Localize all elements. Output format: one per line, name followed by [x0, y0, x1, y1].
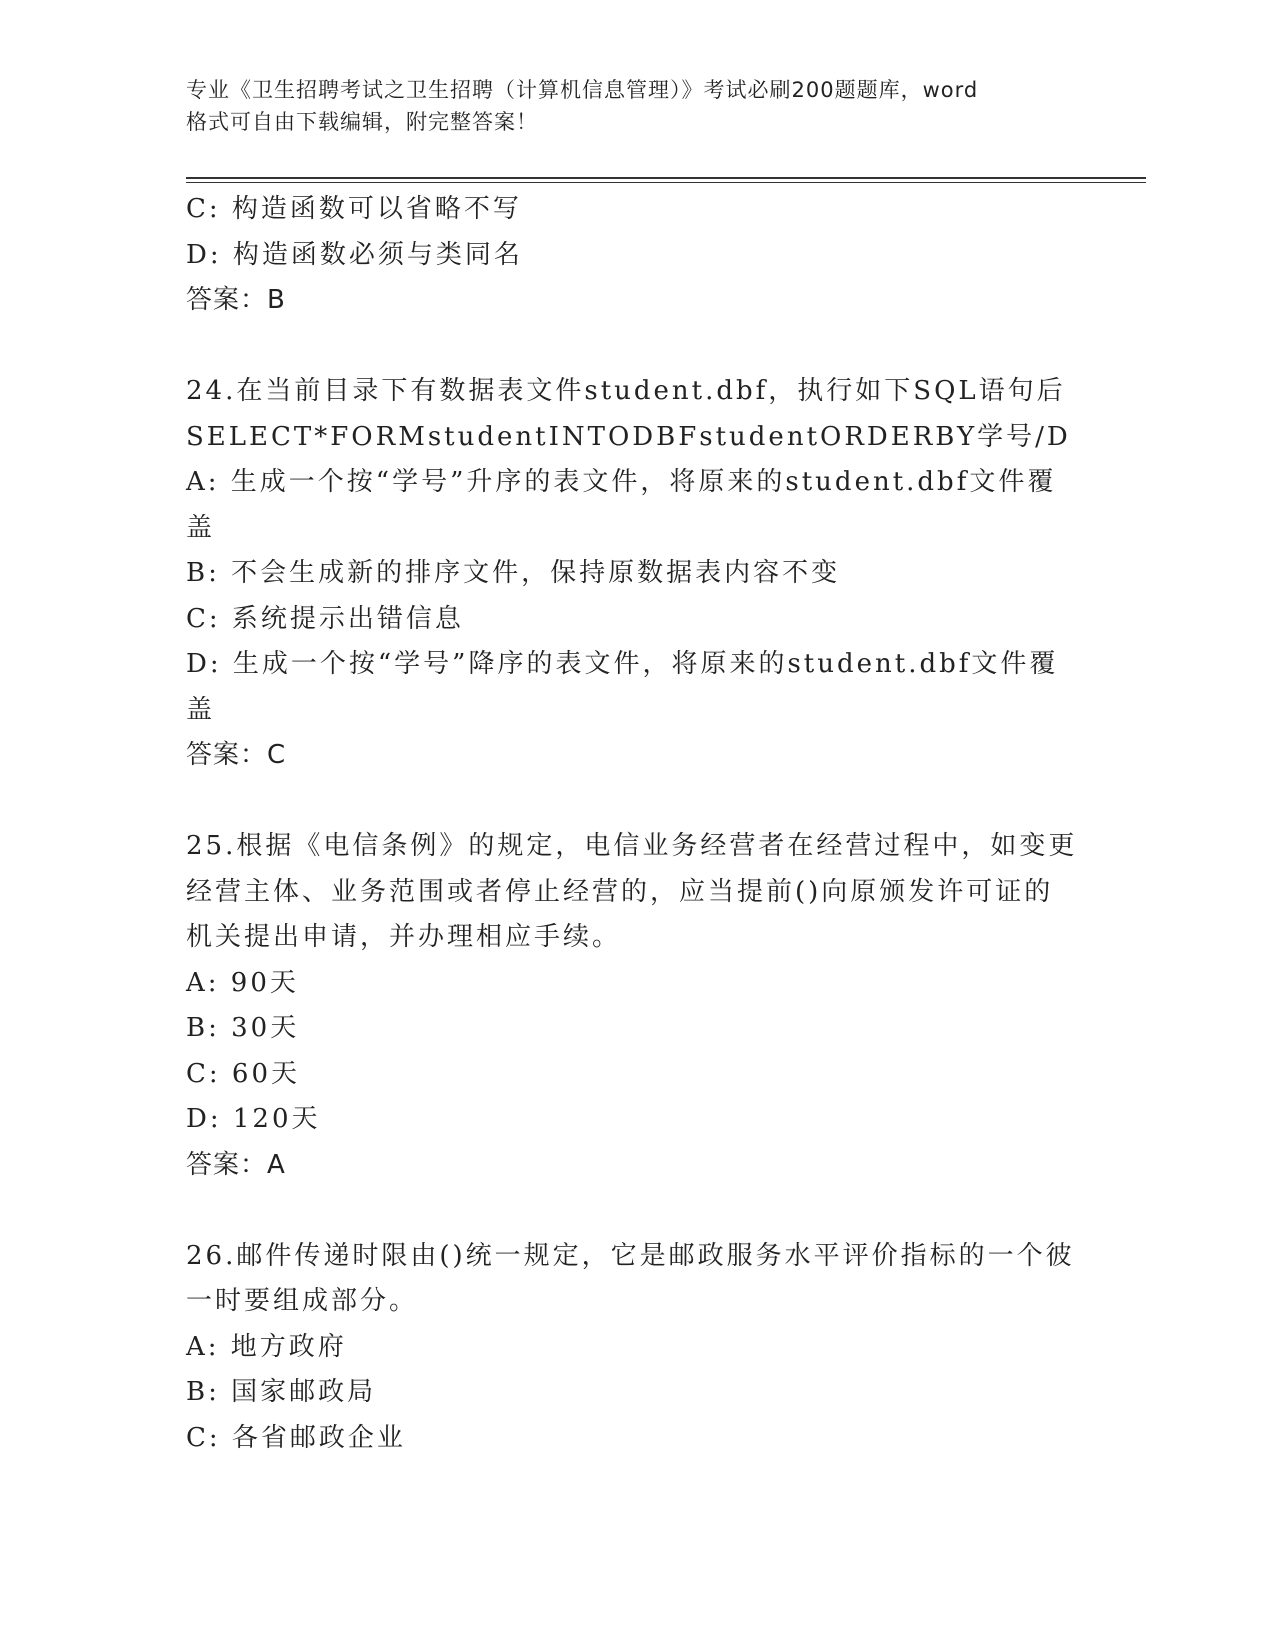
- spacer: [186, 324, 1076, 370]
- q25-option-d: D: 120天: [186, 1104, 321, 1134]
- header-divider-thick: [186, 177, 1146, 179]
- q24-option-a-line-1: A: 生成一个按“学号”升序的表文件，将原来的student.dbf文件覆: [186, 467, 1057, 497]
- q26-option-b: B: 国家邮政局: [186, 1377, 377, 1407]
- q25-stem-line-1: 25.根据《电信条例》的规定，电信业务经营者在经营过程中，如变更: [186, 831, 1078, 861]
- q24-stem-line-1: 24.在当前目录下有数据表文件student.dbf，执行如下SQL语句后: [186, 376, 1066, 406]
- q25-option-c: C: 60天: [186, 1058, 301, 1089]
- prev-option-c: C: 构造函数可以省略不写: [186, 194, 522, 224]
- q25-option-a: A: 90天: [186, 967, 299, 998]
- header-line-1: 专业《卫生招聘考试之卫生招聘（计算机信息管理）》考试必刷200题题库，word: [186, 78, 979, 102]
- spacer: [186, 779, 1076, 825]
- q26-option-a: A: 地方政府: [186, 1331, 347, 1362]
- q24-option-d-line-1: D: 生成一个按“学号”降序的表文件，将原来的student.dbf文件覆: [186, 649, 1059, 679]
- spacer: [186, 1188, 1076, 1234]
- q24-option-a-line-2: 盖: [186, 512, 216, 543]
- question-content: [186, 187, 1076, 1461]
- q24-answer: 答案：C: [186, 740, 287, 770]
- document-header: [186, 74, 1086, 138]
- q25-stem-line-2: 经营主体、业务范围或者停止经营的，应当提前()向原颁发许可证的: [186, 876, 1054, 907]
- header-divider-thin: [186, 182, 1146, 183]
- header-line-2: 格式可自由下载编辑，附完整答案！: [186, 110, 538, 134]
- q24-option-b: B: 不会生成新的排序文件，保持原数据表内容不变: [186, 558, 841, 588]
- q25-stem-line-3: 机关提出申请，并办理相应手续。: [186, 922, 622, 952]
- prev-answer: 答案：B: [186, 285, 286, 315]
- q26-stem-line-2: 一时要组成部分。: [186, 1286, 419, 1316]
- q25-answer: 答案：A: [186, 1149, 286, 1180]
- q25-option-b: B: 30天: [186, 1013, 300, 1043]
- prev-option-d: D: 构造函数必须与类同名: [186, 239, 523, 270]
- q24-option-d-line-2: 盖: [186, 694, 216, 725]
- q24-option-c: C: 系统提示出错信息: [186, 603, 464, 634]
- q24-stem-line-2: SELECT*FORMstudentINTODBFstudentORDERBY学号/D: [186, 421, 1071, 452]
- q26-stem-line-1: 26.邮件传递时限由()统一规定，它是邮政服务水平评价指标的一个彼: [186, 1240, 1075, 1271]
- q26-option-c: C: 各省邮政企业: [186, 1422, 406, 1453]
